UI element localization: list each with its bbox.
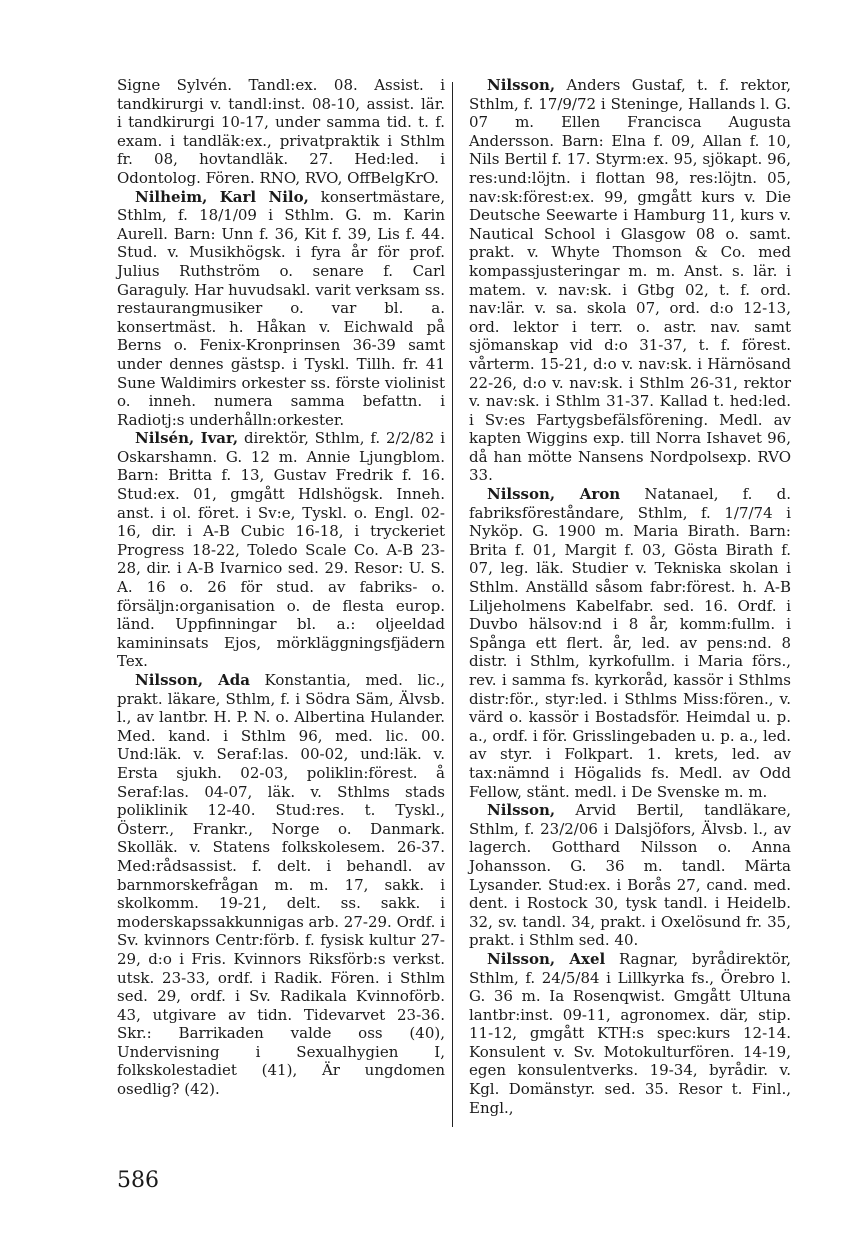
- entry-name: Nilsén, Ivar,: [135, 429, 239, 448]
- entry-nilsen-ivar: [117, 429, 445, 671]
- right-column: [469, 76, 791, 1117]
- entry-continued: [117, 76, 445, 188]
- entry-name: Nilsson,: [487, 76, 556, 94]
- entry-text: Ragnar, byrådirektör, Sthlm, f. 24/5/84 i Lillkyrka fs., Örebro l. G. 36 m. Ia Rosenqwist. Gmgått Ultuna lantbr:inst. 09-11, agronomex. där, stip. 11-12, gmgått KTH:s spec:kurs 12-14. Konsulent v. Sv. Motokulturfören. 14-19, egen konsulentverks. 19-34, byrådir. v. Kgl. Domänstyr. sed. 35. Resor t. Finl., Engl.,: [469, 949, 791, 1117]
- entry-text: direktör, Sthlm, f. 2/2/82 i Oskarshamn. G. 12 m. Annie Ljungblom. Barn: Britta f. 13, Gustav Fredrik f. 16. Stud:ex. 01, gmgått Hdlshögsk. Inneh. anst. i ol. föret. i Sv:e, Tyskl. o. Engl. 02-16, dir. i A-B Cubic 16-18, i tryckeriet Progress 18-22, Toledo Scale Co. A-B 23-28, dir. i A-B Ivarnico sed. 29. Resor: U. S. A. 16 o. 26 för stud. av fabriks- o. försäljn:organisation o. de flesta europ. länd. Uppfinningar bl. a.: oljeeldad kamininsats Ejos, mörkläggningsfjädern Tex.: [117, 429, 446, 671]
- column-divider: [452, 82, 453, 1127]
- page-number: 586: [117, 1168, 159, 1193]
- entry-nilsson-anders: [469, 76, 791, 485]
- entry-nilsson-axel: [469, 950, 791, 1117]
- left-column: [117, 76, 445, 1099]
- entry-nilsson-ada: [117, 671, 445, 1099]
- entry-nilsson-arvid: [469, 801, 791, 950]
- entry-text: Natanael, f. d. fabriksföreståndare, Sthlm, f. 1/7/74 i Nyköp. G. 1900 m. Maria Birath. Barn: Brita f. 01, Margit f. 03, Gösta Birath f. 07, leg. läk. Studier v. Tekniska skolan i Sthlm. Anställd såsom fabr:förest. h. A-B Liljeholmens Kabelfabr. sed. 16. Ordf. i Duvbo hälsov:nd i 8 år, komm:fullm. i Spånga ett flert. år, led. av pens:nd. 8 distr. i Sthlm, kyrkofullm. i Maria förs., rev. i samma fs. kyrkoråd, kassör i Sthlms distr:för., styr:led. i Sthlms Miss:fören., v. värd o. kassör i Bostadsför. Heimdal u. p. a., ordf. i för. Grisslingebaden u. p. a., led. av styr. i Folkpart. 1. krets, led. av tax:nämnd i Högalids fs. Medl. av Odd Fellow, stänt. medl. i De Svenske m. m.: [469, 485, 791, 801]
- entry-text: Signe Sylvén. Tandl:ex. 08. Assist. i tandkirurgi v. tandl:inst. 08-10, assist. lär. i tandkirurgi 10-17, under samma tid. t. f. exam. i tandläk:ex., privatpraktik i Sthlm fr. 08, hovtandläk. 27. Hed:led. i Odontolog. Fören. RNO, RVO, OffBelgKrO.: [117, 76, 445, 187]
- entry-text: konsertmästare, Sthlm, f. 18/1/09 i Sthlm. G. m. Karin Aurell. Barn: Unn f. 36, Kit f. 39, Lis f. 44. Stud. v. Musikhögsk. i fyra år för prof. Julius Ruthström o. senare f. Carl Garaguly. Har huvudsakl. varit verksam ss. restaurangmusiker o. var bl. a. konsertmäst. h. Håkan v. Eichwald på Berns o. Fenix-Kronprinsen 36-39 samt under dennes gästsp. i Tyskl. Tillh. fr. 41 Sune Waldimirs orkester ss. förste violinist o. inneh. numera samma befattn. i Radiotj:s underhålln:orkester.: [117, 187, 445, 429]
- entry-name: Nilsson,: [487, 801, 556, 820]
- entry-name: Nilsson, Ada: [135, 671, 250, 689]
- entry-text: Konstantia, med. lic., prakt. läkare, Sthlm, f. i Södra Säm, Älvsb. l., av lantbr. H. P. N. o. Albertina Hulander. Med. kand. i Sthlm 96, med. lic. 00. Und:läk. v. Seraf:las. 00-02, und:läk. v. Ersta sjukh. 02-03, poliklin:förest. å Seraf:las. 04-07, läk. v. Sthlms stads poliklinik 12-40. Stud:res. t. Tyskl., Österr., Frankr., Norge o. Danmark. Skolläk. v. Statens folkskolesem. 26-37. Med:rådsassist. f. delt. i behandl. av barnmorskefrågan m. m. 17, sakk. i skolkomm. 19-21, delt. ss. sakk. i moderskapssakkunnigas arb. 27-29. Ordf. i Sv. kvinnors Centr:förb. f. fysisk kultur 27-29, d:o i Fris. Kvinnors Riksförb:s verkst. utsk. 23-33, ordf. i Radik. Fören. i Sthlm sed. 29, ordf. i Sv. Radikala Kvinnoförb. 43, utgivare av tidn. Tidevarvet 23-36. Skr.: Barrikaden valde oss (40), Undervisning i Sexualhygien I, folkskolestadiet (41), Är ungdomen osedlig? (42).: [117, 671, 445, 1099]
- entry-text: Anders Gustaf, t. f. rektor, Sthlm, f. 17/9/72 i Steninge, Hallands l. G. 07 m. Ellen Francisca Augusta Andersson. Barn: Elna f. 09, Allan f. 10, Nils Bertil f. 17. Styrm:ex. 95, sjökapt. 96, res:und:löjtn. i flottan 98, res:löjtn. 05, nav:sk:förest:ex. 99, gmgått kurs v. Die Deutsche Seewarte i Hamburg 11, kurs v. Nautical School i Glasgow 08 o. samt. prakt. v. Whyte Thomson & Co. med kompassjusteringar m. m. Anst. s. lär. i matem. v. nav:sk. i Gtbg 02, t. f. ord. nav:lär. v. sa. skola 07, ord. d:o 12-13, ord. lektor i terr. o. astr. nav. samt sjömanskap vid d:o 31-37, t. f. förest. vårterm. 15-21, d:o v. nav:sk. i Härnösand 22-26, d:o v. nav:sk. i Sthlm 26-31, rektor v. nav:sk. i Sthlm 31-37. Kallad t. hed:led. i Sv:es Fartygsbefälsförening. Medl. av kapten Wiggins exp. till Norra Ishavet 96, då han mötte Nansens Nordpolsexp. RVO 33.: [469, 76, 791, 485]
- entry-name: Nilsson, Aron: [487, 485, 621, 504]
- entry-nilsson-aron: [469, 485, 791, 801]
- entry-text: Arvid Bertil, tandläkare, Sthlm, f. 23/2/06 i Dalsjöfors, Älvsb. l., av lagerch. Gotthard Nilsson o. Anna Johansson. G. 36 m. tandl. Märta Lysander. Stud:ex. i Borås 27, cand. med. dent. i Rostock 30, tysk tandl. i Heidelb. 32, sv. tandl. 34, prakt. i Oxelösund fr. 35, prakt. i Sthlm sed. 40.: [469, 801, 791, 950]
- entry-nilheim: [117, 188, 445, 430]
- entry-name: Nilheim, Karl Nilo,: [135, 187, 309, 206]
- entry-name: Nilsson, Axel: [487, 949, 606, 968]
